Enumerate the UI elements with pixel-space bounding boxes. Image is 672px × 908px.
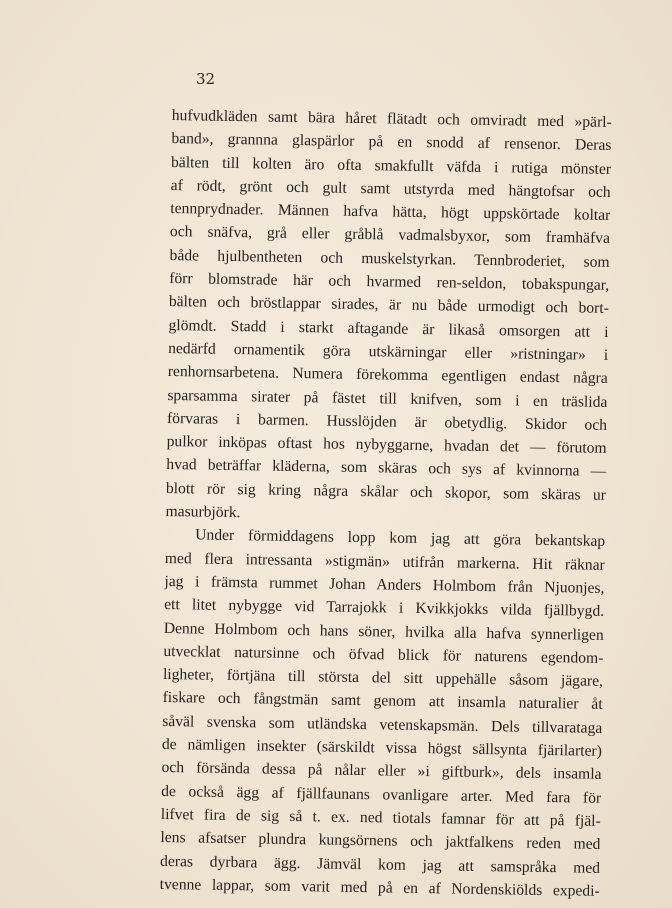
page-number: 32	[196, 70, 216, 88]
text-line: både hjulbentheten och muskelstyrkan. Tennbroderiet, som	[169, 246, 610, 271]
text-line: och försända dessa på nålar eller »i giftburk», dels insamla	[161, 759, 602, 784]
text-line: nedärfd ornamentik göra utskärningar eller »ristningar» i	[168, 339, 609, 364]
text-line: och snäfva, grå eller gråblå vadmalsbyxor, som framhäfva	[169, 223, 611, 248]
text-line: renhornsarbetena. Numera förekomma egentligen endast några	[167, 363, 608, 388]
text-line: bälten till kolten äro ofta smakfullt väfda i rutiga mönster	[170, 153, 612, 178]
text-line: förr blomstrade här och hvarmed ren-seldon, tobakspungar,	[169, 270, 610, 294]
body-text	[160, 104, 612, 903]
text-line: ligheter, förtjäna till största del sitt uppehälle såsom jägare,	[162, 666, 604, 690]
text-line: glömdt. Stadd i starkt aftagande är likaså omsorgen att i	[168, 316, 609, 341]
text-line: band», grannna glaspärlor på en snodd af rensenor. Deras	[171, 130, 612, 155]
text-line: masurbjörk.	[165, 502, 241, 522]
text-line: pulkor inköpas oftast hos nybyggarne, hvadan det — förutom	[166, 433, 607, 458]
text-line: jag i främsta rummet Johan Anders Holmbom från Njuonjes,	[164, 572, 605, 597]
text-line: lifvet fira de sig så t. ex. ned tiotals famnar för att på fjäl-	[160, 805, 601, 830]
text-line: sparsamma sirater på fästet till knifven, som i en träslida	[167, 386, 608, 411]
text-line: ett litet nybygge vid Tarrajokk i Kvikkjokks vilda fjällbygd.	[164, 596, 605, 621]
text-line: såväl svenska som utländska vetenskapsmän. Dels tillvarataga	[162, 712, 603, 737]
text-line: utvecklat natursinne och öfvad blick för naturens egendom-	[163, 642, 604, 667]
text-line: Under förmiddagens lopp kom jag att göra bekantskap	[195, 526, 606, 551]
text-line: blott rör sig kring några skålar och skopor, som skäras ur	[165, 479, 607, 504]
text-line: deras dyrbara ägg. Jämväl kom jag att samspråka med	[159, 852, 601, 877]
text-line: tvenne lappar, som varit med på en af Nordenskiölds expedi-	[159, 875, 600, 900]
text-line: förvaras i barmen. Husslöjden är obetydlig. Skidor och	[166, 409, 608, 434]
text-line: de nämligen insekter (särskildt vissa högst sällsynta fjärilarter)	[161, 735, 603, 760]
text-line: bälten och bröstlappar sirades, är nu både urmodigt och bort-	[168, 293, 609, 318]
text-line: de också ägg af fjällfaunans ovanligare arter. Med fara för	[161, 782, 602, 807]
text-line: af rödt, grönt och gult samt utstyrda med hängtofsar och	[170, 176, 611, 201]
text-line: hufvudkläden samt bära håret flätadt och omviradt med »pärl-	[171, 106, 612, 131]
text-line: med flera intressanta »stigmän» utifrån markerna. Hit räknar	[164, 549, 605, 574]
text-line: lens afsatser plundra kungsörnens och jaktfalkens reden med	[160, 829, 601, 854]
text-line: hvad beträffar kläderna, som skäras och sys af kvinnorna —	[166, 456, 607, 481]
text-line: Denne Holmbom och hans söner, hvilka alla hafva synnerligen	[163, 619, 604, 644]
text-line: tennprydnader. Männen hafva hätta, högt uppskörtade koltar	[170, 200, 611, 225]
text-line: fiskare och fångstmän samt genom att insamla naturalier åt	[162, 689, 603, 714]
